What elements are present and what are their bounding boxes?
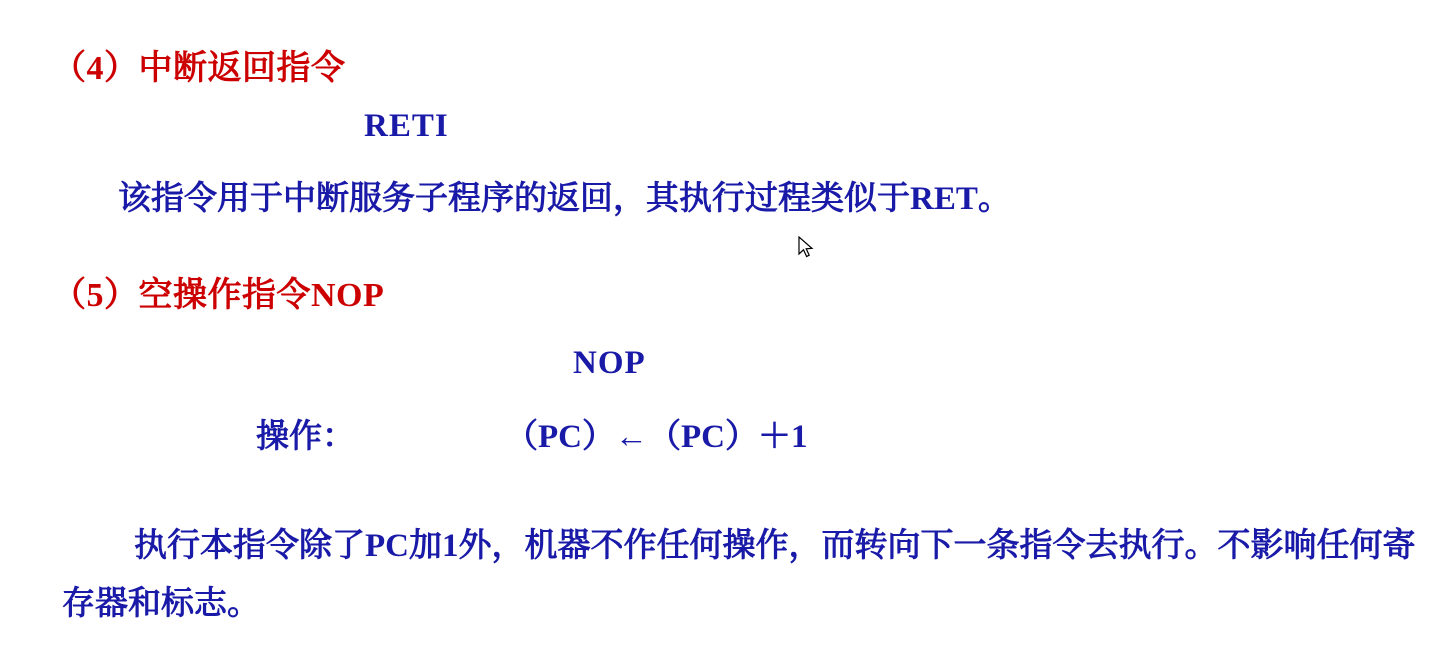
operation-expression: （PC）←（PC）＋1 bbox=[505, 419, 808, 455]
instruction-nop: NOP bbox=[573, 345, 646, 381]
section-heading-interrupt-return: （4）中断返回指令 bbox=[52, 50, 346, 87]
mouse-pointer-icon bbox=[798, 236, 814, 260]
description-nop: 执行本指令除了PC加1外，机器不作任何操作，而转向下一条指令去执行。不影响任何寄存器和标志。 bbox=[62, 528, 1416, 622]
description-reti: 该指令用于中断服务子程序的返回，其执行过程类似于RET。 bbox=[118, 181, 1011, 217]
instruction-reti: RETI bbox=[364, 108, 449, 144]
operation-label: 操作： bbox=[256, 419, 355, 455]
section-heading-nop: （5）空操作指令NOP bbox=[52, 277, 385, 314]
